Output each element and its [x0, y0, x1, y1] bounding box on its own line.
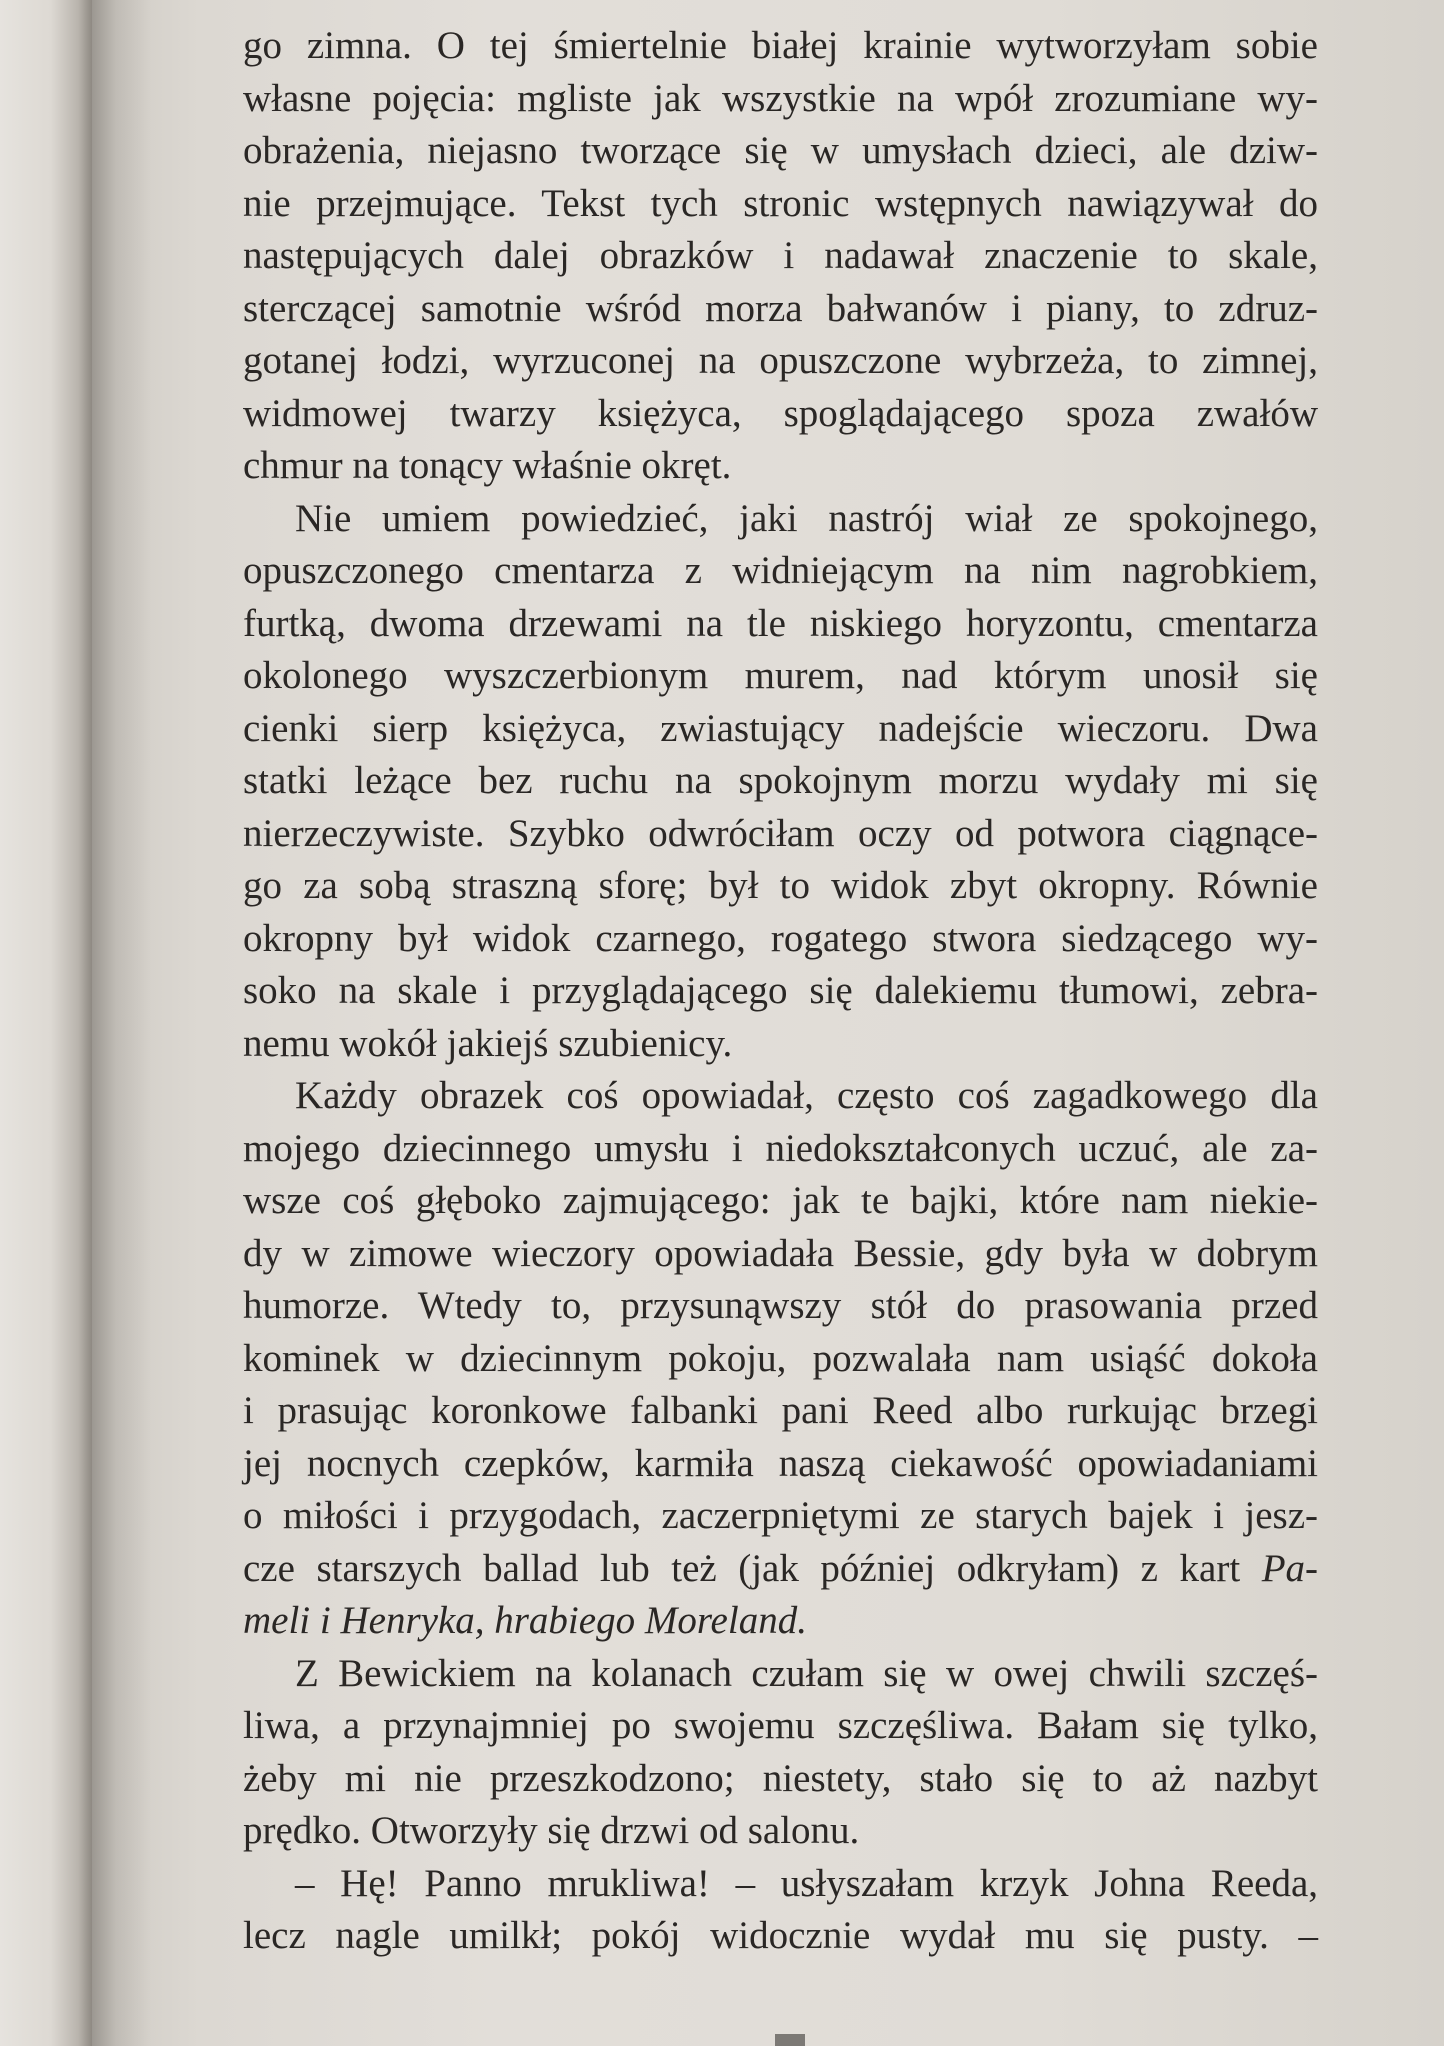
text-line: Każdy obrazek coś opowiadał, często coś zagadkowego dla [295, 1074, 1318, 1117]
paragraph-3 [243, 1070, 1318, 1648]
text-line: chmur na tonący właśnie okręt. [243, 444, 732, 487]
text-line: go zimna. O tej śmiertelnie białej krainie wytworzyłam sobie [243, 24, 1318, 67]
text-line: następujących dalej obrazków i nadawał znaczenie to skale, [243, 234, 1318, 277]
text-line: mojego dziecinnego umysłu i niedokształconych uczuć, ale za- [243, 1126, 1318, 1170]
paragraph-4 [243, 1648, 1318, 1858]
text-line: i prasując koronkowe falbanki pani Reed albo rurkując brzegi [243, 1389, 1318, 1432]
text-line: okolonego wyszczerbionym murem, nad którym unosił się [243, 654, 1318, 697]
text-line: okropny był widok czarnego, rogatego stwora siedzącego wy- [243, 916, 1318, 960]
paragraph-5 [243, 1858, 1318, 1963]
text-line-italic: meli i Henryka, hrabiego Moreland. [243, 1599, 807, 1642]
facing-page-edge [0, 0, 92, 2046]
text-line: – Hę! Panno mrukliwa! – usłyszałam krzyk Johna Reeda, [295, 1861, 1318, 1905]
text-line: cienki sierp księżyca, zwiastujący nadejście wieczoru. Dwa [243, 706, 1318, 750]
text-line: własne pojęcia: mgliste jak wszystkie na wpół zrozumiane wy- [243, 76, 1318, 120]
text-line: kominek w dziecinnym pokoju, pozwalała nam usiąść dokoła [243, 1336, 1318, 1380]
page-text [243, 20, 1318, 1963]
text-line: humorze. Wtedy to, przysunąwszy stół do prasowania przed [243, 1284, 1318, 1327]
text-line: nierzeczywiste. Szybko odwróciłam oczy od potwora ciągnące- [243, 811, 1318, 855]
text-line: liwa, a przynajmniej po swojemu szczęśliwa. Bałam się tylko, [243, 1704, 1318, 1747]
text-line: o miłości i przygodach, zaczerpniętymi ze starych bajek i jesz- [243, 1494, 1318, 1537]
text-line: statki leżące bez ruchu na spokojnym morzu wydały mi się [243, 759, 1318, 802]
text-line: Nie umiem powiedzieć, jaki nastrój wiał ze spokojnego, [295, 496, 1318, 540]
text-line: prędko. Otworzyły się drzwi od salonu. [243, 1809, 860, 1852]
text-line: cze starszych ballad lub też (jak później odkryłam) z kart Pa- [243, 1546, 1318, 1590]
text-line: lecz nagle umilkł; pokój widocznie wydał mu się pusty. – [243, 1914, 1318, 1957]
text-line: opuszczonego cmentarza z widniejącym na nim nagrobkiem, [243, 549, 1318, 592]
text-line: widmowej twarzy księżyca, spoglądającego spoza zwałów [243, 391, 1318, 435]
text-line: go za sobą straszną sforę; był to widok zbyt okropny. Równie [243, 864, 1318, 907]
text-line: gotanej łodzi, wyrzuconej na opuszczone wybrzeża, to zimnej, [243, 339, 1318, 382]
text-line: żeby mi nie przeszkodzono; niestety, stało się to aż nazbyt [243, 1756, 1318, 1800]
text-line: wsze coś głęboko zajmującego: jak te bajki, które nam niekie- [243, 1179, 1318, 1222]
text-line: soko na skale i przyglądającego się dalekiemu tłumowi, zebra- [243, 969, 1318, 1012]
text-line: nie przejmujące. Tekst tych stronic wstępnych nawiązywał do [243, 181, 1318, 225]
text-line: dy w zimowe wieczory opowiadała Bessie, gdy była w dobrym [243, 1231, 1318, 1275]
text-line: Z Bewickiem na kolanach czułam się w owej chwili szczęś- [295, 1651, 1318, 1695]
page-number-fragment [775, 2034, 805, 2046]
text-line: jej nocnych czepków, karmiła naszą ciekawość opowiadaniami [243, 1441, 1318, 1485]
text-line: furtką, dwoma drzewami na tle niskiego horyzontu, cmentarza [243, 601, 1318, 645]
text-line: sterczącej samotnie wśród morza bałwanów i piany, to zdruz- [243, 286, 1318, 330]
gutter-shadow [92, 0, 152, 2046]
text-line: nemu wokół jakiejś szubienicy. [243, 1021, 733, 1065]
paragraph-2 [243, 493, 1318, 1071]
text-line: obrażenia, niejasno tworzące się w umysłach dzieci, ale dziw- [243, 129, 1318, 172]
paragraph-1 [243, 20, 1318, 493]
